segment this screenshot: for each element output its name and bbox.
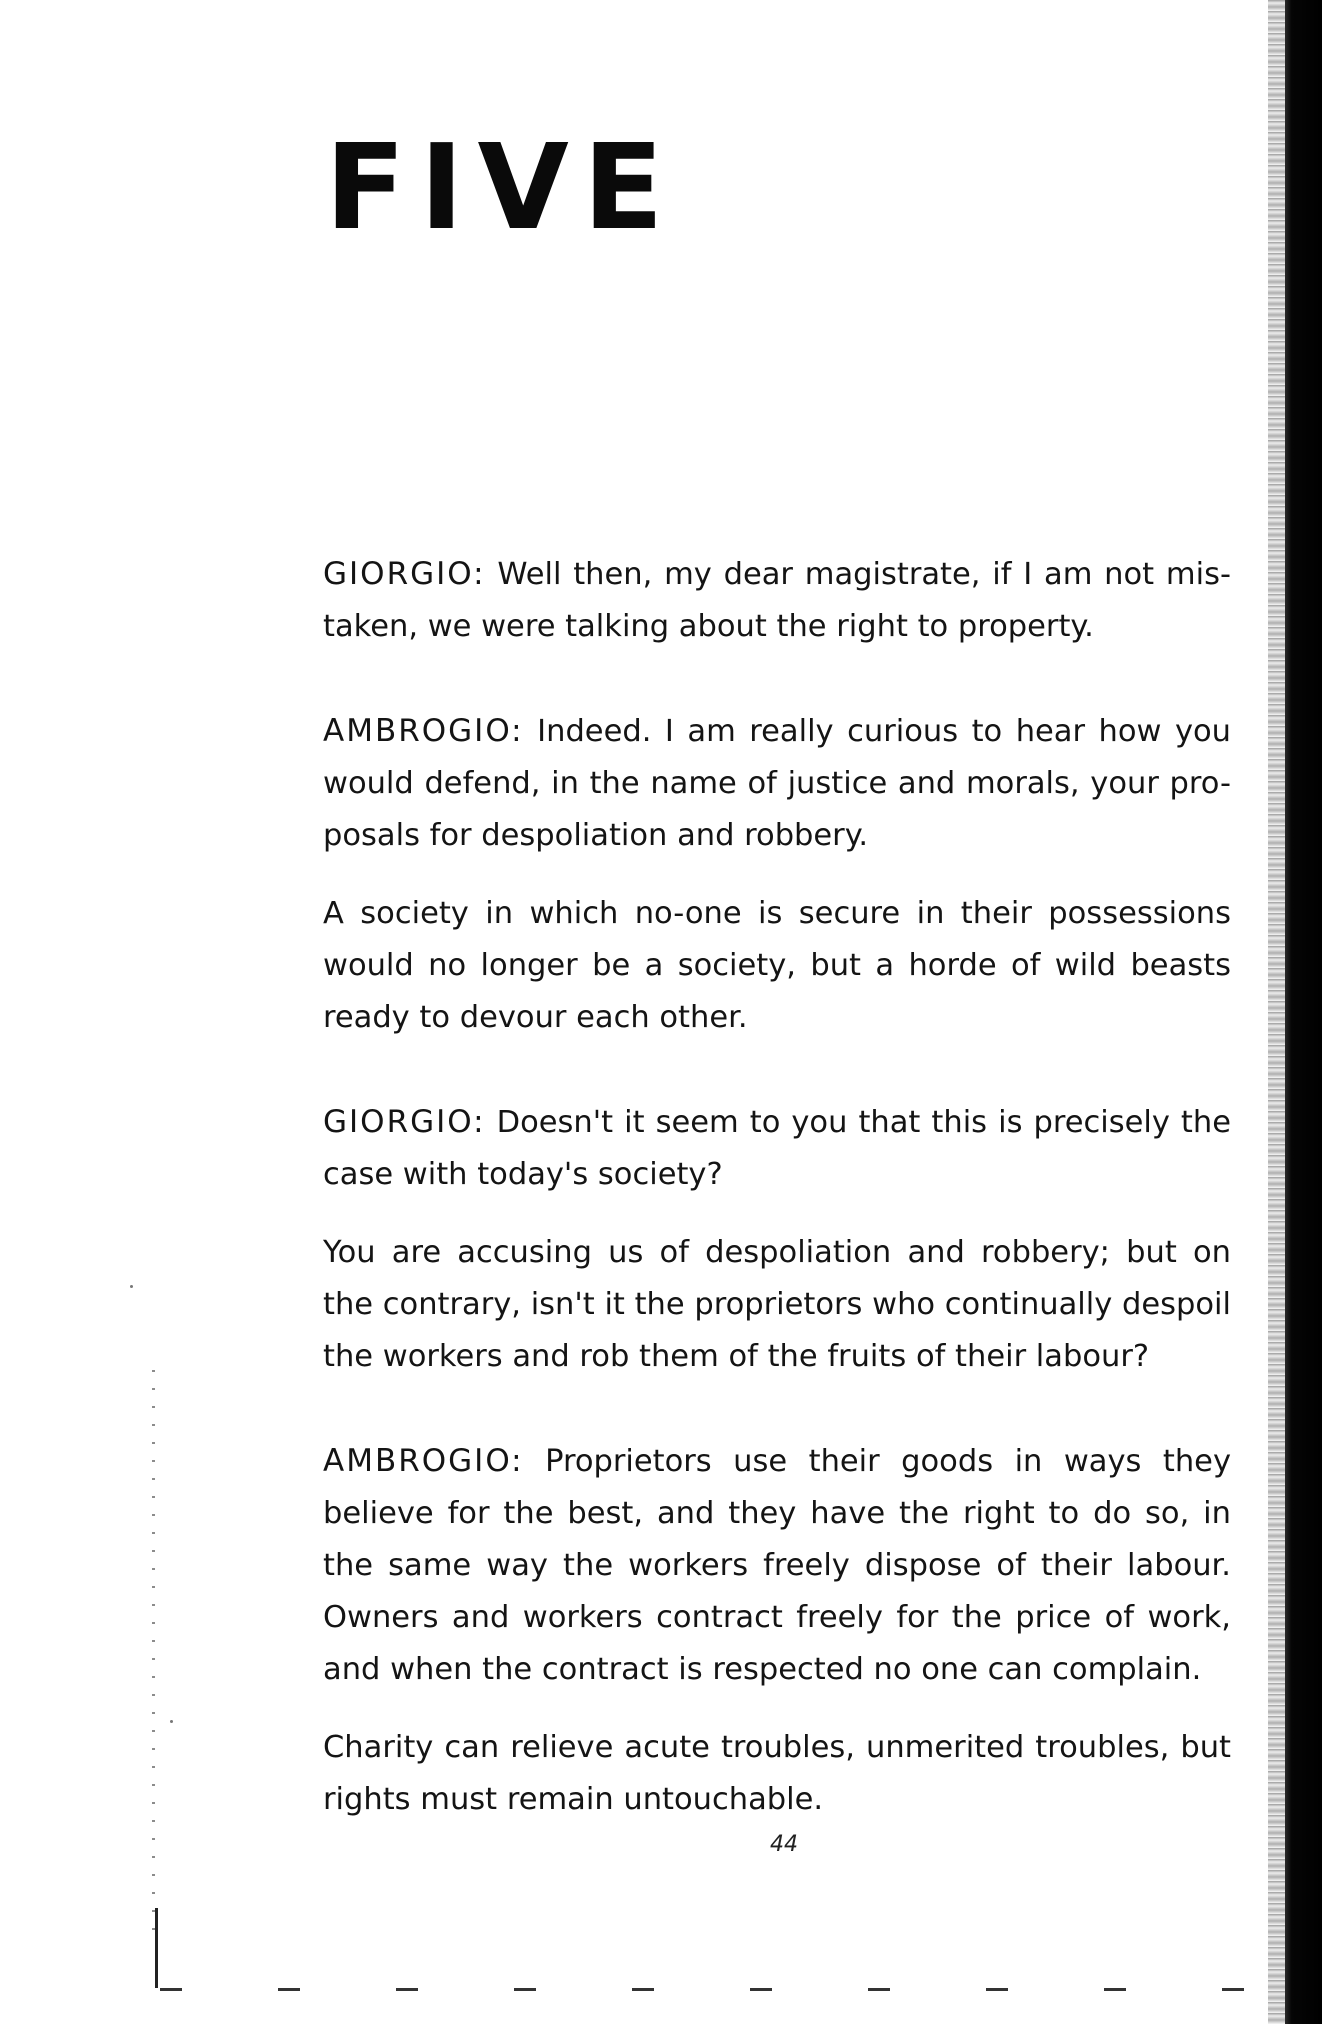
page-number: 44 [770, 1832, 798, 1857]
paragraph-3 [323, 888, 1231, 1044]
paragraph-text: You are accusing us of despoliation and robbery; but on the contrary, isn't it the proprietors who continually despoil the workers and rob them of the fruits of their labour? [323, 1235, 1231, 1374]
paragraph-1 [323, 548, 1231, 653]
paragraph-text: Well then, my dear magistrate, if I am not mis-taken, we were talking about the right to property. [323, 557, 1231, 644]
paragraph-text: A society in which no-one is secure in their possessions would no longer be a society, but a horde of wild beasts ready to devour each other. [323, 896, 1231, 1035]
paragraph-text: Indeed. I am really curious to hear how you would defend, in the name of justice and morals, your pro-posals for despoliation and robbery. [323, 714, 1231, 853]
speaker-label: GIORGIO: [323, 1104, 486, 1140]
paragraph-text: Doesn't it seem to you that this is precisely the case with today's society? [323, 1105, 1231, 1192]
speaker-label: AMBROGIO: [323, 1443, 524, 1479]
speaker-label: GIORGIO: [323, 556, 486, 592]
paragraph-text: Proprietors use their goods in ways they believe for the best, and they have the right to do so, in the same way the workers freely dispose of their labour. Owners and workers contract freely for the price of work, and when the contract is respected no one can complain. [323, 1444, 1231, 1687]
paragraph-6 [323, 1435, 1231, 1696]
speaker-label: AMBROGIO: [323, 713, 524, 749]
scan-speck [170, 1720, 173, 1723]
paragraph-5 [323, 1227, 1231, 1383]
bottom-dashes [160, 1988, 1260, 1991]
dialogue-body [323, 548, 1231, 1826]
paragraph-2 [323, 705, 1231, 862]
chapter-title: FIVE [325, 118, 678, 256]
gutter-line [155, 1908, 158, 1988]
paragraph-7 [323, 1722, 1231, 1826]
gutter-dots [152, 1370, 155, 1930]
scan-speck [130, 1285, 133, 1288]
scan-edge [1285, 0, 1322, 2024]
paragraph-4 [323, 1096, 1231, 1201]
paragraph-text: Charity can relieve acute troubles, unmerited troubles, but rights must remain untouchable. [323, 1730, 1231, 1817]
